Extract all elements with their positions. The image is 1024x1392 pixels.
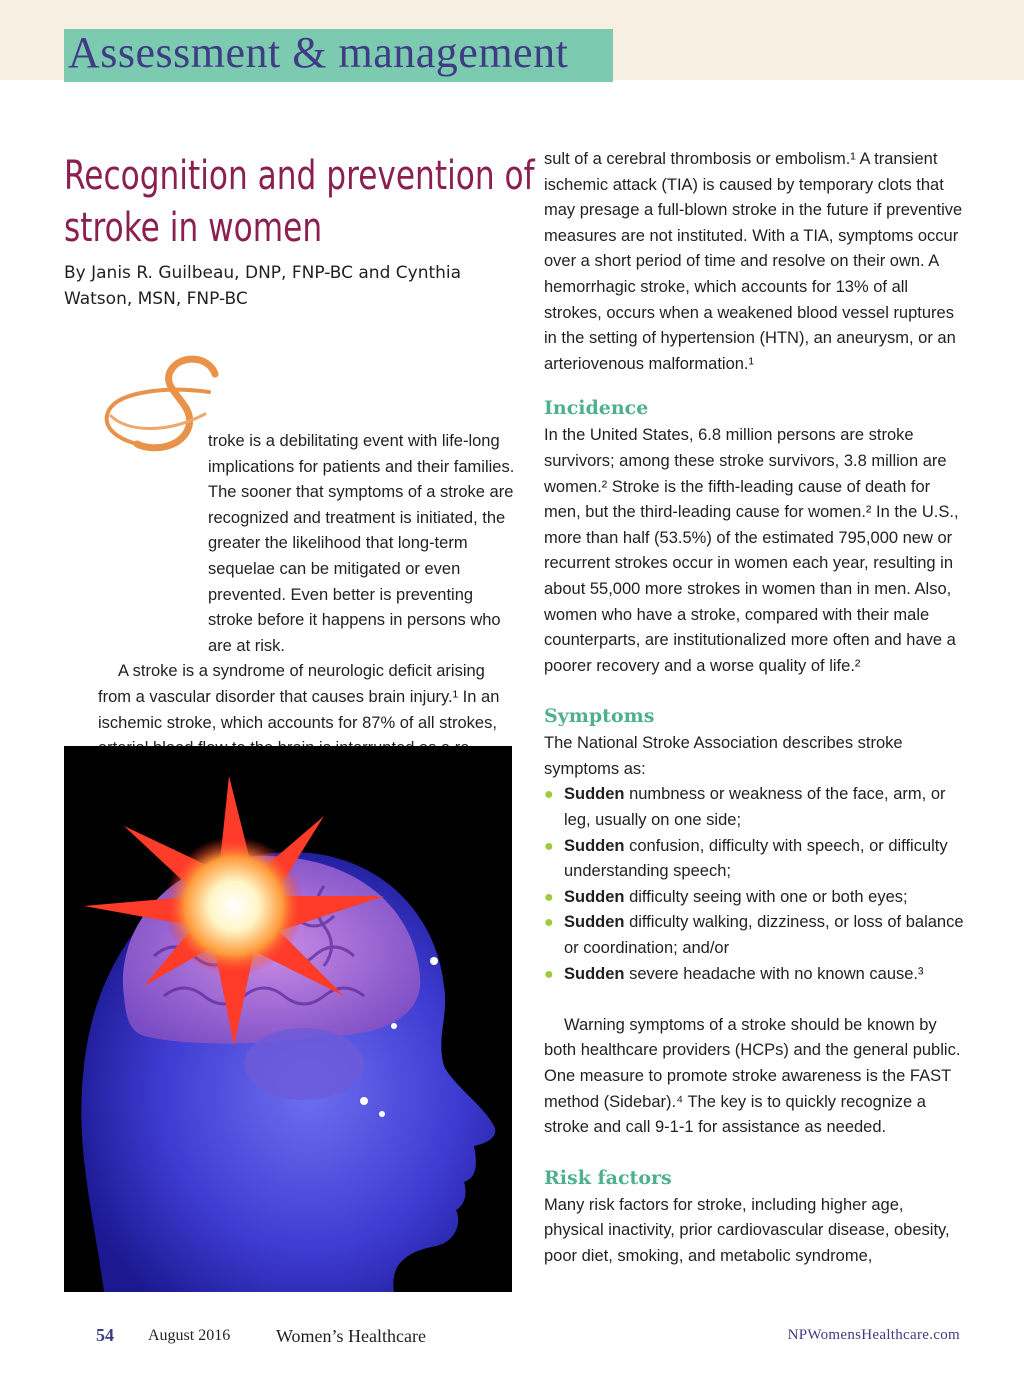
page-number: 54 (96, 1325, 114, 1345)
article-title-line2: stroke in women (64, 205, 323, 251)
bullet-icon: ● (544, 965, 554, 983)
paragraph-warning: Warning symptoms of a stroke should be known by both healthcare providers (HCPs) and the general public. One measure to promote stroke awareness is the FAST method (Sidebar).⁴ The key is to quickly recognize a stroke and call 9-1-1 for assistance as needed. (544, 1015, 961, 1137)
section-title: Assessment & management (68, 28, 569, 77)
page-footer (0, 1325, 1024, 1355)
bullet-icon: ● (544, 786, 554, 804)
stroke-illustration (64, 746, 512, 1292)
bullet-icon: ● (544, 837, 554, 855)
heading-symptoms: Symptoms (544, 705, 655, 728)
head-brain-image (64, 746, 512, 1292)
issue-date: August 2016 (148, 1327, 231, 1344)
bullet-icon: ● (544, 888, 554, 906)
article-title (64, 150, 535, 254)
column-left (98, 429, 518, 762)
article-title-line1: Recognition and prevention of (64, 153, 535, 199)
paragraph-incidence: In the United States, 6.8 million persons are stroke survivors; among these stroke survivors, 3.8 million are women.² Stroke is the fifth-leading cause of death for men, but the third-leading cause for women.² In the U.S., more than half (53.5%) of the estimated 795,000 new or recurrent strokes occur in women each year, resulting in about 55,000 more strokes in women than in men. Also, women who have a stroke, compared with their male counterparts, are institutionalized more often and have a poorer recovery and a worse quality of life.² (544, 426, 959, 675)
bullet-icon: ● (544, 914, 554, 932)
journal-name: Women’s Healthcare (276, 1326, 426, 1346)
list-item: ● Sudden confusion, difficulty with speech, or difficulty understanding speech; (544, 834, 964, 885)
paragraph-definition: A stroke is a syndrome of neurologic deficit arising from a vascular disorder that causes brain injury.¹ In an ischemic stroke, which accounts for 87% of all strokes, (98, 662, 500, 732)
byline: By Janis R. Guilbeau, DNP, FNP-BC and Cynthia Watson, MSN, FNP-BC (64, 263, 462, 309)
symptoms-list (544, 782, 964, 987)
heading-risk-factors: Risk factors (544, 1166, 672, 1189)
website-link[interactable]: NPWomensHealthcare.com (787, 1327, 960, 1343)
paragraph-stroke-types: sult of a cerebral thrombosis or embolism.¹ A transient ischemic attack (TIA) is caused by temporary clots that may presage a full-blown stroke in the future if preventive measures are not instituted. With a TIA, symptoms occur over a short period of time and resolve on their own. A hemorrhagic stroke, which accounts for 13% of all strokes, occurs when a weakened blood vessel ruptures in the setting of hypertension (HTN), an aneurysm, or an arteriovenous malformation.¹ (544, 150, 963, 373)
heading-incidence: Incidence (544, 397, 649, 420)
list-item: ● Sudden difficulty seeing with one or both eyes; (544, 885, 964, 911)
column-right (544, 147, 964, 1270)
paragraph-symptoms-intro: The National Stroke Association describes stroke symptoms as: (544, 734, 903, 778)
list-item: ● Sudden severe headache with no known cause.³ (544, 962, 964, 988)
paragraph-risk-factors: Many risk factors for stroke, including higher age, physical inactivity, prior cardiovascular disease, obesity, poor diet, smoking, and metabolic syndrome, (544, 1195, 950, 1265)
list-item: ● Sudden numbness or weakness of the face, arm, or leg, usually on one side; (544, 782, 964, 833)
list-item: ● Sudden difficulty walking, dizziness, or loss of balance or coordination; and/or (544, 910, 964, 961)
paragraph-intro: troke is a debilitating event with life-long implications for patients and their families. The sooner that symptoms of a stroke are recognized and treatment is initiated, the greater the likelihood that long-term sequelae can be mitigated or even prevented. Even better is preventing stroke before it happens in persons who are at risk. (208, 432, 515, 655)
